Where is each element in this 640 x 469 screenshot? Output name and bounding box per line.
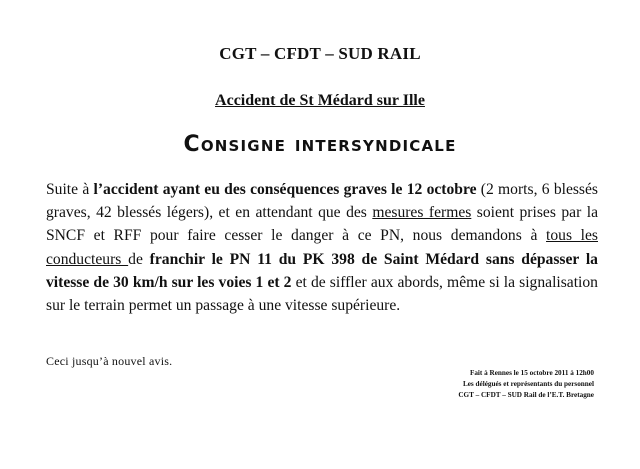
union-names-header: CGT – CFDT – SUD RAIL (219, 44, 421, 63)
body-text-segment: de (128, 250, 150, 268)
signature-role-line: Les délégués et représentants du personnel (462, 380, 594, 388)
body-text-segment: (2 morts, 6 blessés graves, 42 blessés légers), et en attendant que des (46, 181, 598, 222)
body-text-segment: Suite à (46, 181, 94, 198)
body-text-segment: soient prises par la SNCF et RFF pour faire cesser le danger à ce PN, nous demandons à (46, 204, 598, 245)
body-bold-speed-limit: franchir le PN 11 du PK 398 de Saint Médard sans dépasser la vitesse de 30 km/h sur les voies 1 et 2 (46, 250, 598, 291)
validity-notice: Ceci jusqu’à nouvel avis. (46, 354, 173, 368)
body-bold-accident: l’accident ayant eu des conséquences graves le 12 octobre (93, 181, 477, 198)
body-underlined-drivers: tous les conducteurs (46, 227, 598, 268)
body-text-segment: et de siffler aux abords, même si la signalisation sur le terrain permet un passage à une vitesse supérieure. (46, 273, 598, 315)
instruction-paragraph (46, 178, 598, 317)
subject-line: Accident de St Médard sur Ille (215, 92, 425, 109)
signature-unions-line: CGT – CFDT – SUD Rail de l’E.T. Bretagne (458, 391, 594, 399)
body-underlined-measures: mesures fermes (372, 204, 472, 222)
signature-date-line: Fait à Rennes le 15 octobre 2011 à 12h00 (469, 369, 594, 377)
document-title: Consigne intersyndicale (183, 132, 457, 157)
signature-block (458, 368, 594, 401)
